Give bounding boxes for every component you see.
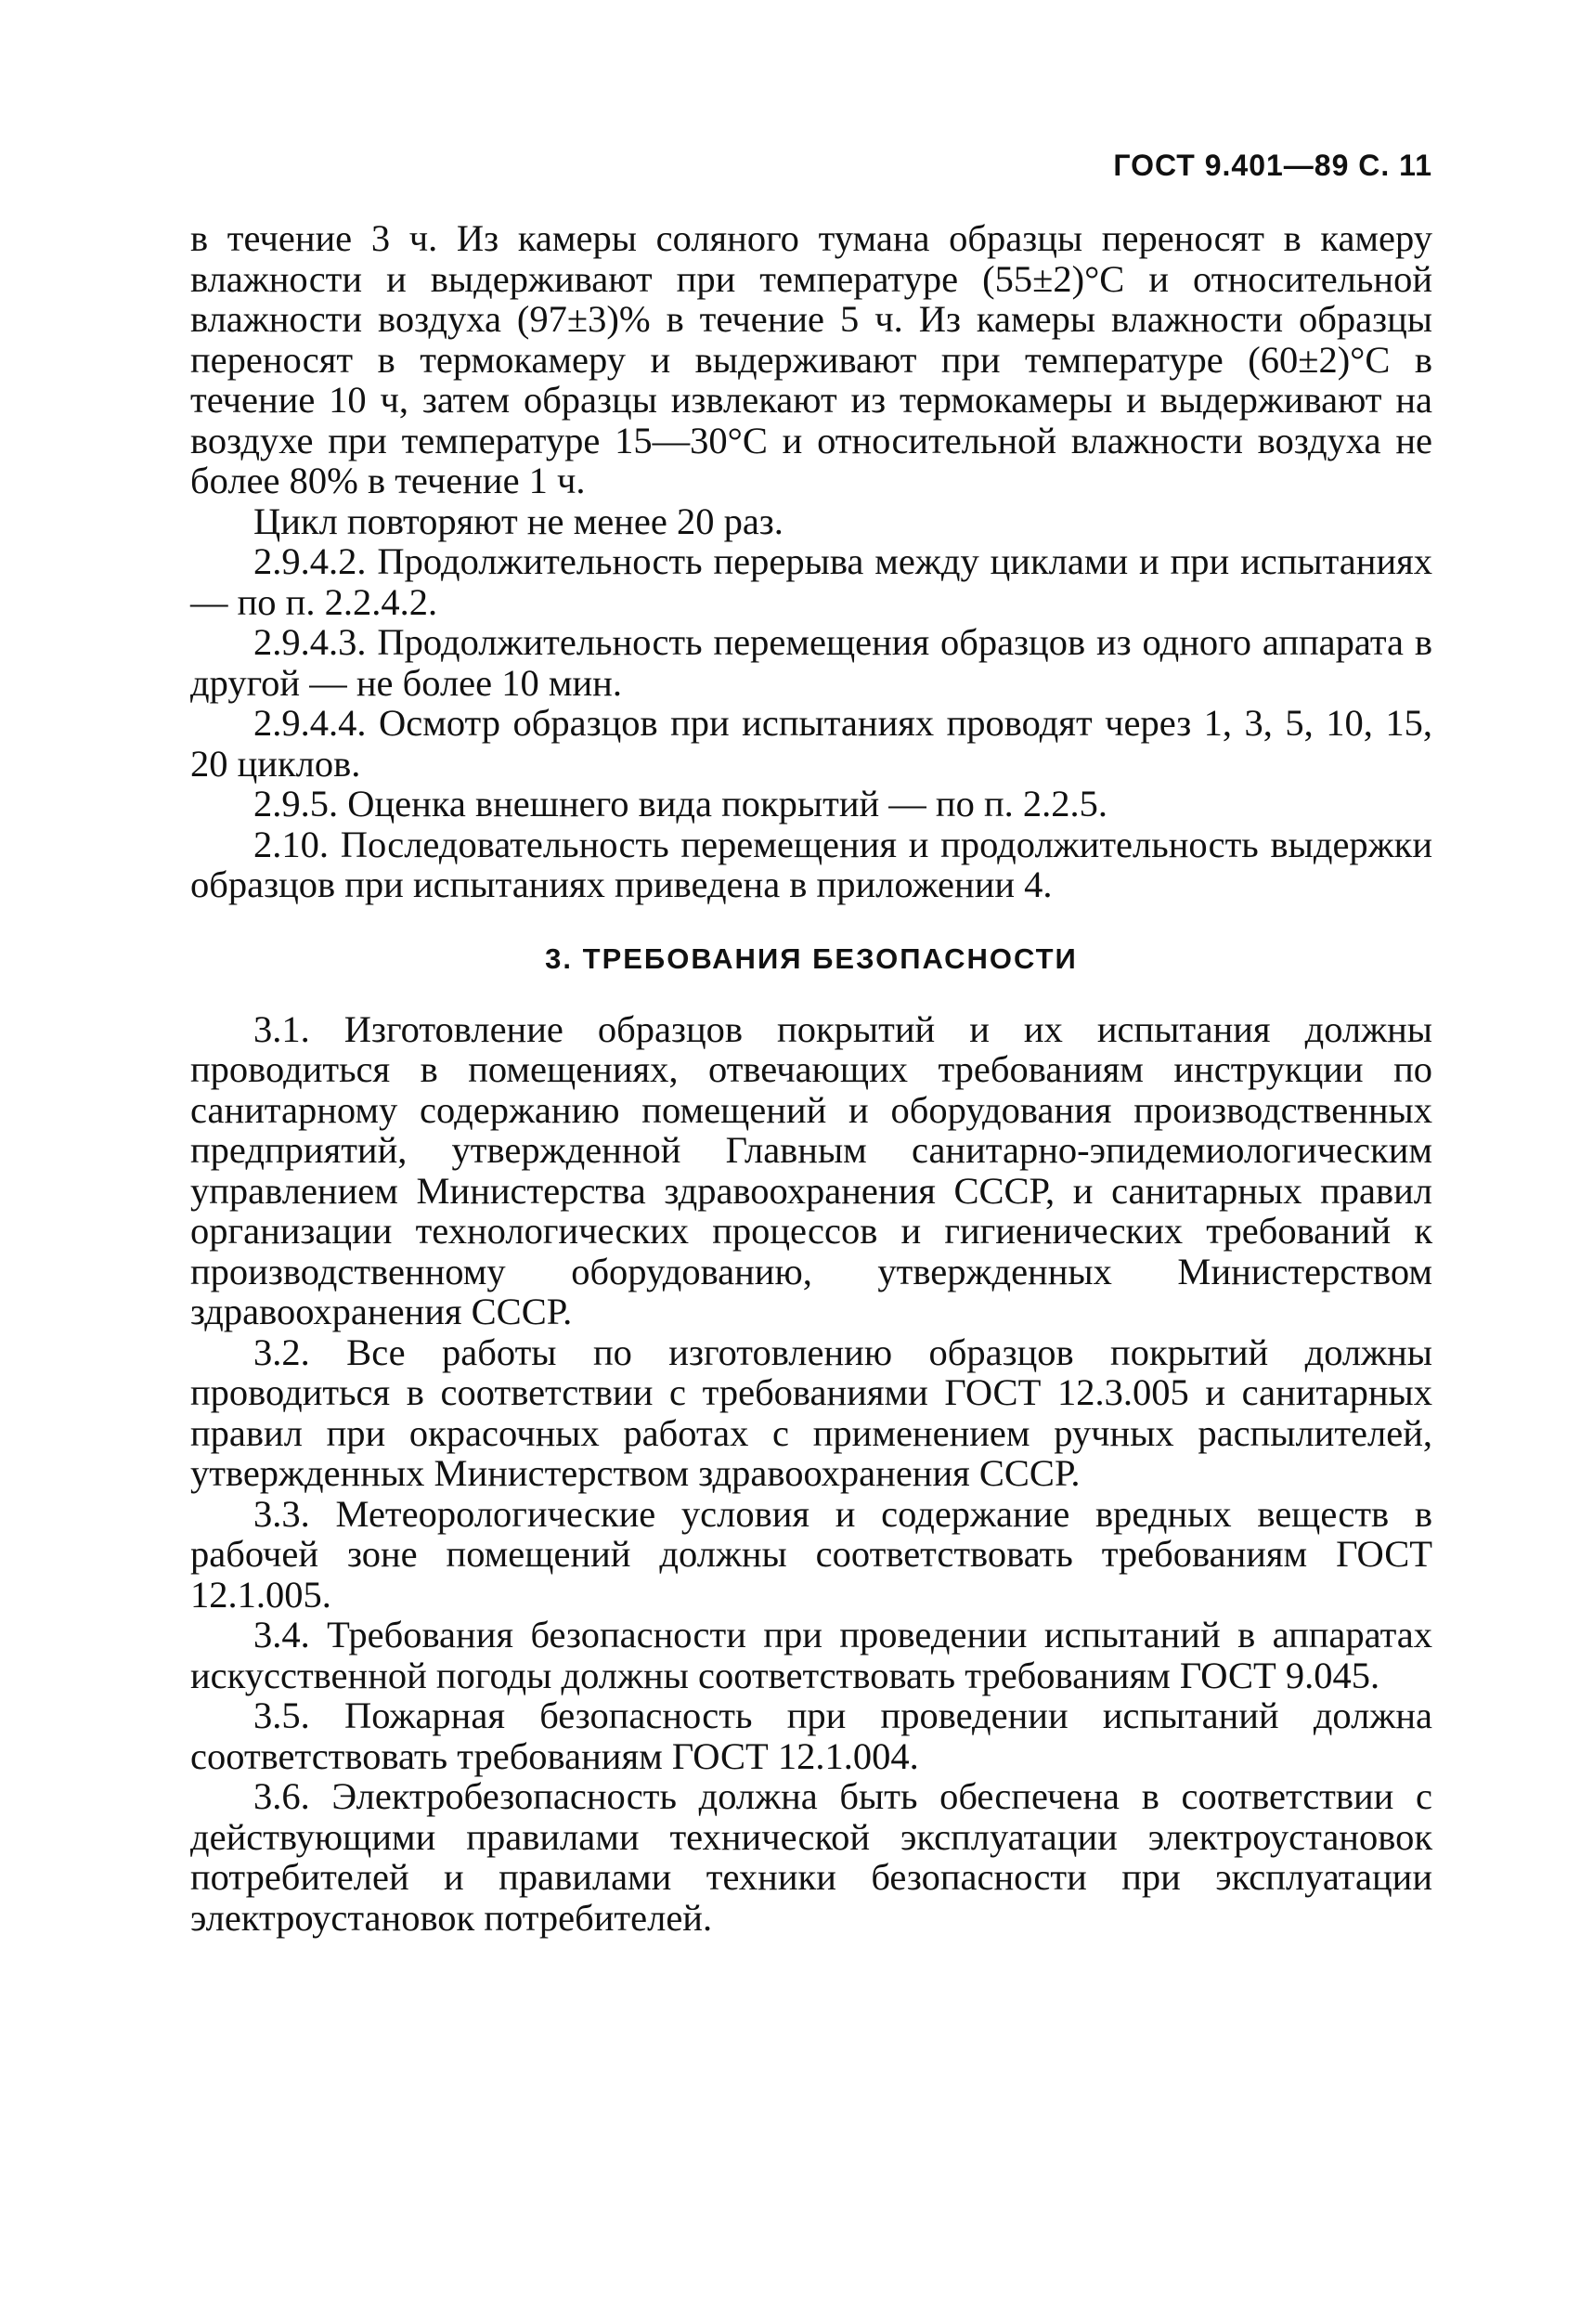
section-heading-safety: 3. ТРЕБОВАНИЯ БЕЗОПАСНОСТИ (545, 941, 1078, 975)
paragraph-3-4: 3.4. Требования безопасности при проведении испытаний в аппаратах искусственной погоды должны соответствовать требованиям ГОСТ 9.045. (190, 1614, 1432, 1696)
paragraph-3-1: 3.1. Изготовление образцов покрытий и их испытания должны проводиться в помещениях, отвечающих требованиям инструкции по санитарному содержанию помещений и оборудования производственных предприятий, утвержденной Главным санитарно-эпидемиологическим управлением Министерства здравоохранения СССР, и санитарных правил организации технологических процессов и гигиенических требований к производственному оборудованию, утвержденных Министерством здравоохранения СССР. (190, 1007, 1432, 1332)
paragraph-2-10: 2.10. Последовательность перемещения и продолжительность выдержки образцов при испытаниях приведена в приложении 4. (190, 823, 1432, 905)
paragraph-cycle-repeat: Цикл повторяют не менее 20 раз. (253, 500, 784, 542)
running-header: ГОСТ 9.401—89 С. 11 (1113, 149, 1432, 182)
paragraph-3-2: 3.2. Все работы по изготовлению образцов покрытий должны проводиться в соответствии с требованиями ГОСТ 12.3.005 и санитарных правил при окрасочных работах с применением ручных распылителей, утвержденных Министерством здравоохранения СССР. (190, 1331, 1432, 1494)
paragraph-3-3: 3.3. Метеорологические условия и содержание вредных веществ в рабочей зоне помещений должны соответствовать требованиям ГОСТ 12.1.005. (190, 1492, 1432, 1616)
paragraph-2-9-4-2: 2.9.4.2. Продолжительность перерыва между циклами и при испытаниях — по п. 2.2.4.2. (190, 540, 1432, 623)
paragraph-2-9-4-3: 2.9.4.3. Продолжительность перемещения образцов из одного аппарата в другой — не более 10 мин. (190, 621, 1432, 704)
paragraph-3-6: 3.6. Электробезопасность должна быть обеспечена в соответствии с действующими правилами технической эксплуатации электроустановок потребителей и правилами техники безопасности при эксплуатации электроустановок потребителей. (190, 1775, 1432, 1939)
document-page (190, 149, 1432, 1938)
paragraph-2-9-5: 2.9.5. Оценка внешнего вида покрытий — по п. 2.2.5. (253, 783, 1108, 824)
paragraph-cycle-continuation: в течение 3 ч. Из камеры соляного тумана образцы переносят в камеру влажности и выдерживают при температуре (55±2)°С и относительной влажности воздуха (97±3)% в течение 5 ч. Из камеры влажности образцы переносят в термокамеру и выдерживают при температуре (60±2)°С в течение 10 ч, затем образцы извлекают из термокамеры и выдерживают на воздухе при температуре 15—30°С и относительной влажности воздуха не более 80% в течение 1 ч. (190, 217, 1432, 501)
paragraph-2-9-4-4: 2.9.4.4. Осмотр образцов при испытаниях проводят через 1, 3, 5, 10, 15, 20 циклов. (190, 702, 1432, 785)
paragraph-3-5: 3.5. Пожарная безопасность при проведении испытаний должна соответствовать требованиям ГОСТ 12.1.004. (190, 1694, 1432, 1777)
